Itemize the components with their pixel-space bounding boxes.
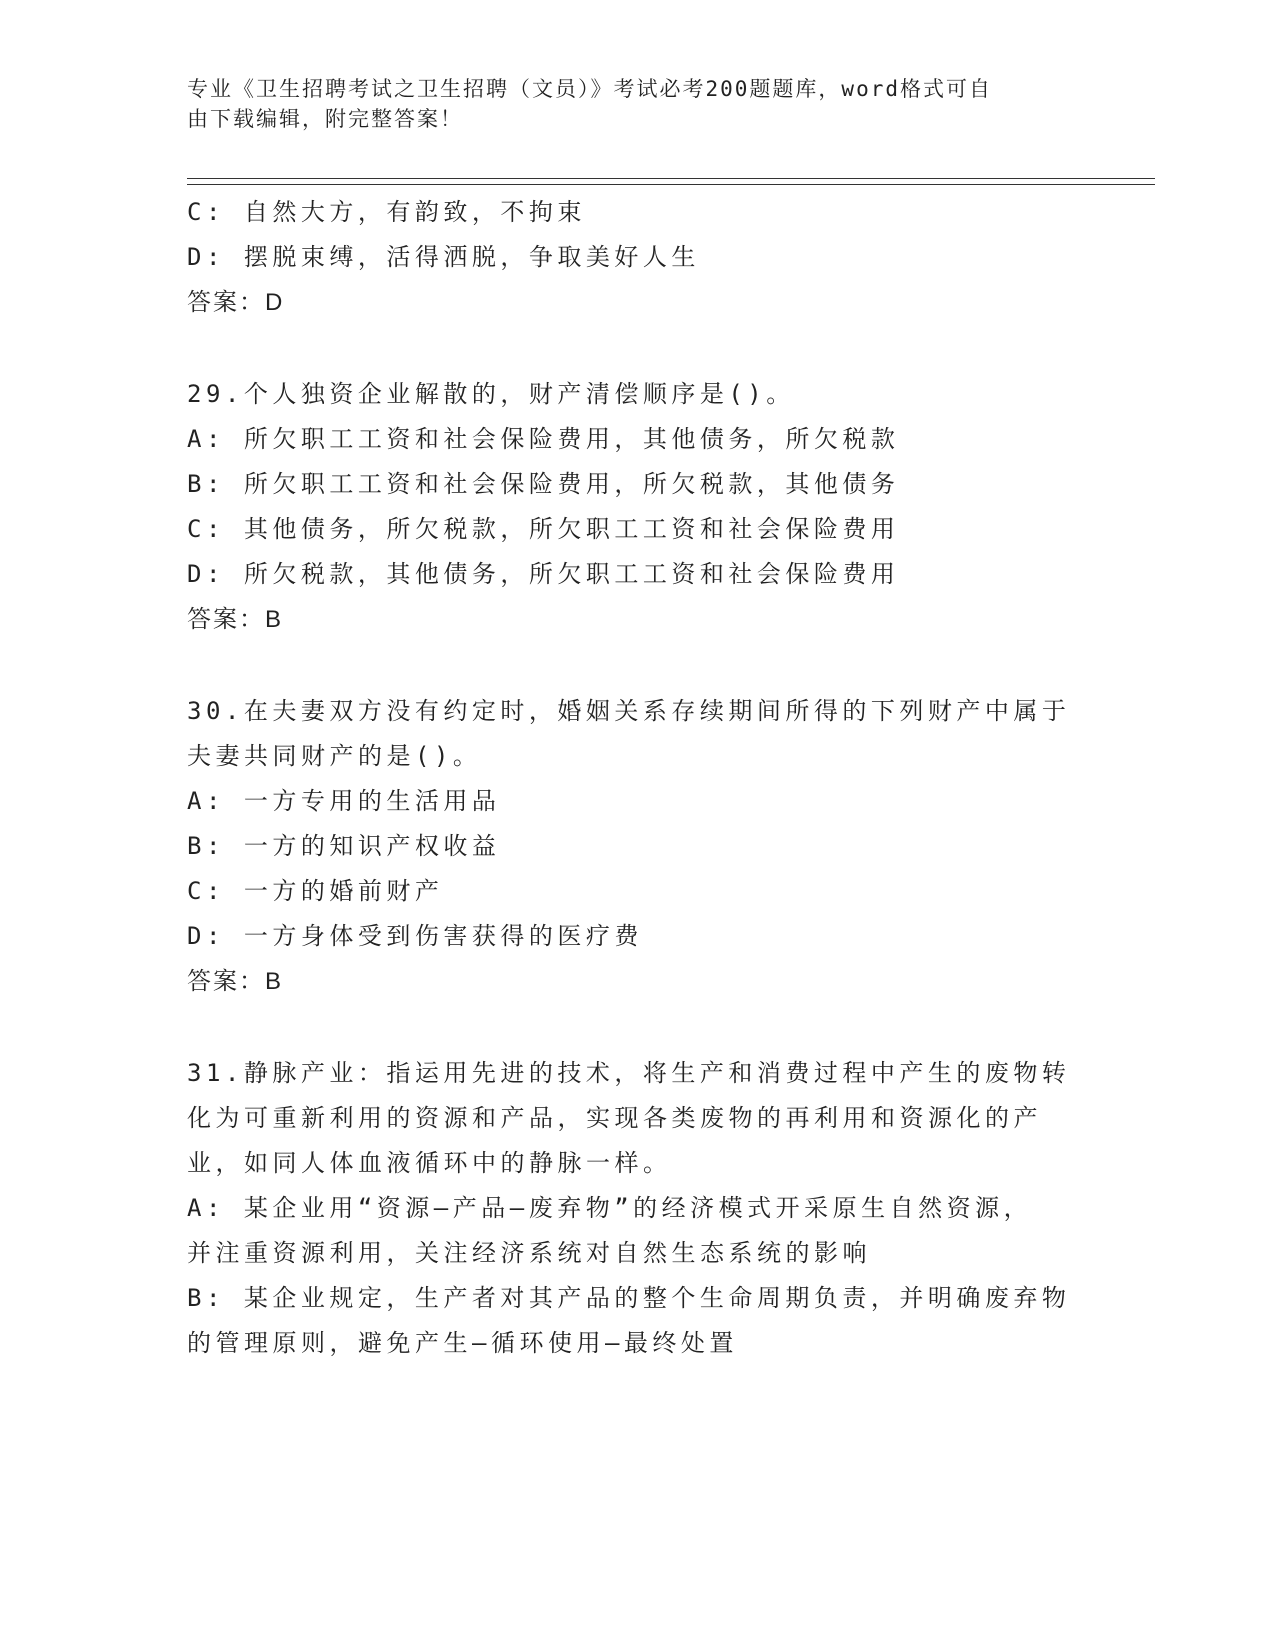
document-header: [187, 74, 1067, 134]
option-b-line-1: B: 某企业规定，生产者对其产品的整个生命周期负责，并明确废弃物: [187, 1284, 1071, 1312]
question-stem: 29.个人独资企业解散的，财产清偿顺序是()。: [187, 380, 795, 408]
option-a-line-1: A: 某企业用“资源—产品—废弃物”的经济模式开采原生自然资源，: [187, 1194, 1033, 1222]
question-list: [187, 190, 1087, 1366]
question-block-28-tail: [187, 190, 1087, 325]
answer-line: 答案：B: [187, 606, 284, 633]
header-divider-bottom: [187, 184, 1155, 185]
question-stem-line-2: 夫妻共同财产的是()。: [187, 742, 482, 770]
question-block-30: [187, 689, 1087, 1004]
question-stem-line-2: 化为可重新利用的资源和产品，实现各类废物的再利用和资源化的产: [187, 1104, 1042, 1132]
option-a: A: 一方专用的生活用品: [187, 787, 501, 815]
option-d: D: 一方身体受到伤害获得的医疗费: [187, 922, 643, 950]
question-stem-line-1: 31.静脉产业：指运用先进的技术，将生产和消费过程中产生的废物转: [187, 1059, 1071, 1087]
option-b-line-2: 的管理原则，避免产生—循环使用—最终处置: [187, 1329, 738, 1357]
option-a-line-2: 并注重资源利用，关注经济系统对自然生态系统的影响: [187, 1239, 871, 1267]
option-b: B: 所欠职工工资和社会保险费用，所欠税款，其他债务: [187, 470, 900, 498]
answer-line: 答案：D: [187, 289, 285, 316]
option-a: A: 所欠职工工资和社会保险费用，其他债务，所欠税款: [187, 425, 900, 453]
question-stem-line-3: 业，如同人体血液循环中的静脉一样。: [187, 1149, 672, 1177]
option-c: C: 一方的婚前财产: [187, 877, 444, 905]
option-c: C: 其他债务，所欠税款，所欠职工工资和社会保险费用: [187, 515, 900, 543]
option-c: C: 自然大方，有韵致，不拘束: [187, 198, 586, 226]
header-title-line-1: 专业《卫生招聘考试之卫生招聘（文员）》考试必考200题题库，word格式可自: [187, 77, 992, 101]
question-block-31: [187, 1051, 1087, 1366]
option-d: D: 所欠税款，其他债务，所欠职工工资和社会保险费用: [187, 560, 900, 588]
question-stem-line-1: 30.在夫妻双方没有约定时，婚姻关系存续期间所得的下列财产中属于: [187, 697, 1071, 725]
question-block-29: [187, 372, 1087, 642]
option-d: D: 摆脱束缚，活得洒脱，争取美好人生: [187, 243, 700, 271]
header-divider-top: [187, 178, 1155, 179]
answer-line: 答案：B: [187, 968, 284, 995]
option-b: B: 一方的知识产权收益: [187, 832, 501, 860]
header-title-line-2: 由下载编辑，附完整答案！: [187, 107, 463, 131]
